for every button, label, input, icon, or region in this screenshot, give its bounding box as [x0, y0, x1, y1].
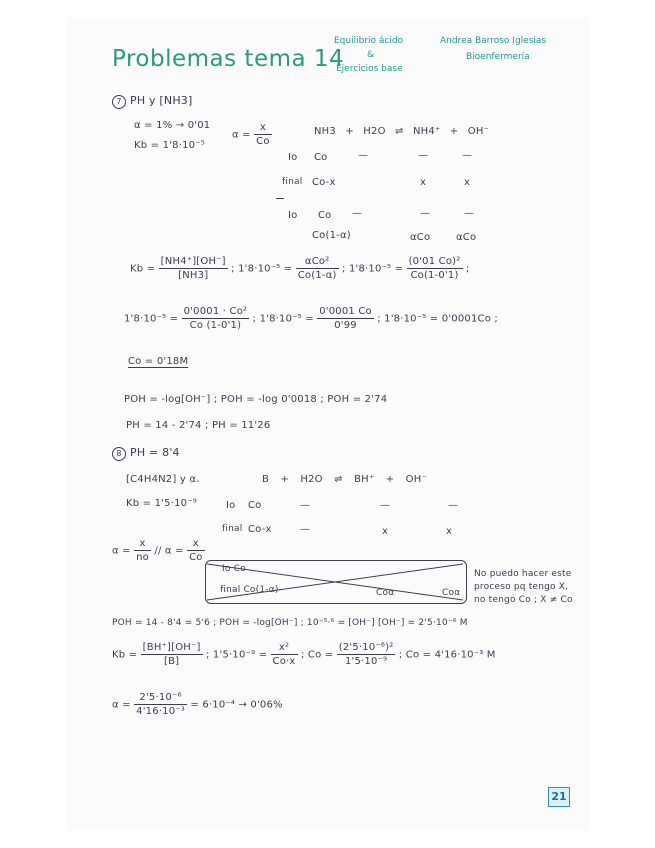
problem-7-heading — [112, 94, 193, 109]
row2-final-alpha-co-2: αCo — [456, 232, 477, 243]
row2-initial-oh: — — [464, 208, 475, 219]
p8-row-initial-h2o: — — [300, 500, 311, 511]
co-result-p7: Co = 0'18M — [128, 356, 189, 367]
row2-initial-co: Co — [318, 210, 332, 221]
poh-line-p7: POH = -log[OH⁻] ; POH = -log 0'0018 ; POH = 2'74 — [124, 394, 388, 405]
kb-solve-line-p7: 1'8·10⁻⁵ = $\frac{\text{0'0001 · Co²}}{Co (1-0'1)}$ ; 1'8·10⁻⁵ = $\frac{0'0001 Co}{0'99}$ ; 1'8·10⁻⁵ = 0'0001Co ; — [124, 306, 498, 331]
topic-line-1: Equilibrio ácido — [334, 36, 404, 46]
page-number-badge: 21 — [548, 787, 570, 807]
kb-expression-p7: Kb = $\frac{[NH4^+][OH^-]}{[NH3]}$ ; 1'8·10⁻⁵ = $\frac{\text{αCo²}}{Co(1-\alpha)}$ ; 1'8·10⁻⁵ = $\frac{\text{(0'01 Co)²}}{Co(1-0'1)}$ ; — [130, 256, 470, 281]
row-final-co: Co-x — [312, 177, 336, 188]
alpha-definition-p8: α = $\frac{x}{no}$ // α = $\frac{x}{Co}$ — [112, 538, 203, 563]
margin-note-p8: No puedo hacer este proceso pq tengo X, no tengo Co ; X ≠ Co — [474, 569, 573, 605]
row-initial-nh4: — — [418, 150, 429, 161]
problem-8-heading — [112, 446, 180, 461]
p8-row-label-final: final — [222, 524, 243, 534]
p8-row-final-h2o: — — [300, 524, 311, 535]
author-name: Andrea Barroso Iglesias — [440, 36, 547, 46]
p8-row-initial-co: Co — [248, 500, 262, 511]
crossed-row-initial: Io Co — [222, 564, 246, 574]
row2-final-co: Co(1-α) — [312, 230, 351, 241]
row2-final-alpha-co-1: αCo — [410, 232, 431, 243]
p8-row-final-co: Co-x — [248, 524, 272, 535]
reaction-p8: B + H2O ⇌ BH⁺ + OH⁻ — [262, 474, 427, 485]
problem-7-statement: PH y [NH3] — [130, 94, 193, 107]
alpha-definition: α = $\frac{x}{Co}$ — [232, 122, 270, 147]
p8-row-final-x1: x — [382, 526, 389, 537]
reaction-p7: NH3 + H2O ⇌ NH4⁺ + OH⁻ — [314, 126, 490, 137]
crossed-c2: Coα — [442, 588, 461, 598]
p8-row-final-x2: x — [446, 526, 453, 537]
row2-initial-h2o: — — [352, 208, 363, 219]
alpha-final-p8: α = $\frac{\text{2'5·10⁻⁶}}{\text{4'16·10⁻³}}$ = 6·10⁻⁴ → 0'06% — [112, 692, 283, 717]
row2-label-initial: Io — [288, 210, 298, 221]
row-final-x2: x — [464, 177, 471, 188]
ph-line-p7: PH = 14 - 2'74 ; PH = 11'26 — [126, 420, 271, 431]
row-label-final: final — [282, 177, 303, 187]
row-label-initial: Io — [288, 152, 298, 163]
row-initial-oh: — — [462, 150, 473, 161]
page-title: Problemas tema 14 — [112, 46, 345, 72]
topic-line-2: Ejercicios base — [336, 64, 403, 74]
crossed-c1: Coα — [376, 588, 395, 598]
kb-given-p8: Kb = 1'5·10⁻⁹ — [126, 498, 197, 509]
row-final-x1: x — [420, 177, 427, 188]
problem-8-statement: PH = 8'4 — [130, 446, 180, 459]
given-alpha: α = 1% → 0'01 — [134, 120, 211, 131]
problem-number-badge: 8 — [112, 447, 126, 461]
kb-solve-line-p8: Kb = $\frac{[BH^+][OH^-]}{[B]}$ ; 1'5·10⁻⁹ = $\frac{\text{x²}}{Co\cdot x}$ ; Co = $\frac{\text{(2'5·10⁻⁶)²}}{\text{1'5·10⁻⁹}}$ ; Co = 4'16·10⁻³ M — [112, 642, 496, 667]
crossed-row-final: final Co(1-α) — [220, 585, 279, 595]
p8-row-initial-oh: — — [448, 500, 459, 511]
topic-ampersand: & — [367, 50, 375, 60]
unknowns-p8: [C4H4N2] y α. — [126, 474, 200, 485]
given-kb: Kb = 1'8·10⁻⁵ — [134, 140, 205, 151]
poh-line-p8: POH = 14 - 8'4 = 5'6 ; POH = -log[OH⁻] ; 10⁻⁵·⁶ = [OH⁻] [OH⁻] = 2'5·10⁻⁶ M — [112, 618, 468, 628]
p8-row-initial-bh: — — [380, 500, 391, 511]
problem-number-badge: 7 — [112, 95, 126, 109]
row-initial-h2o: — — [358, 150, 369, 161]
row2-initial-nh4: — — [420, 208, 431, 219]
row-initial-co: Co — [314, 152, 328, 163]
dash-mark — [276, 198, 284, 199]
p8-row-label-initial: Io — [226, 500, 236, 511]
subject-name: Bioenfermería — [466, 52, 530, 62]
